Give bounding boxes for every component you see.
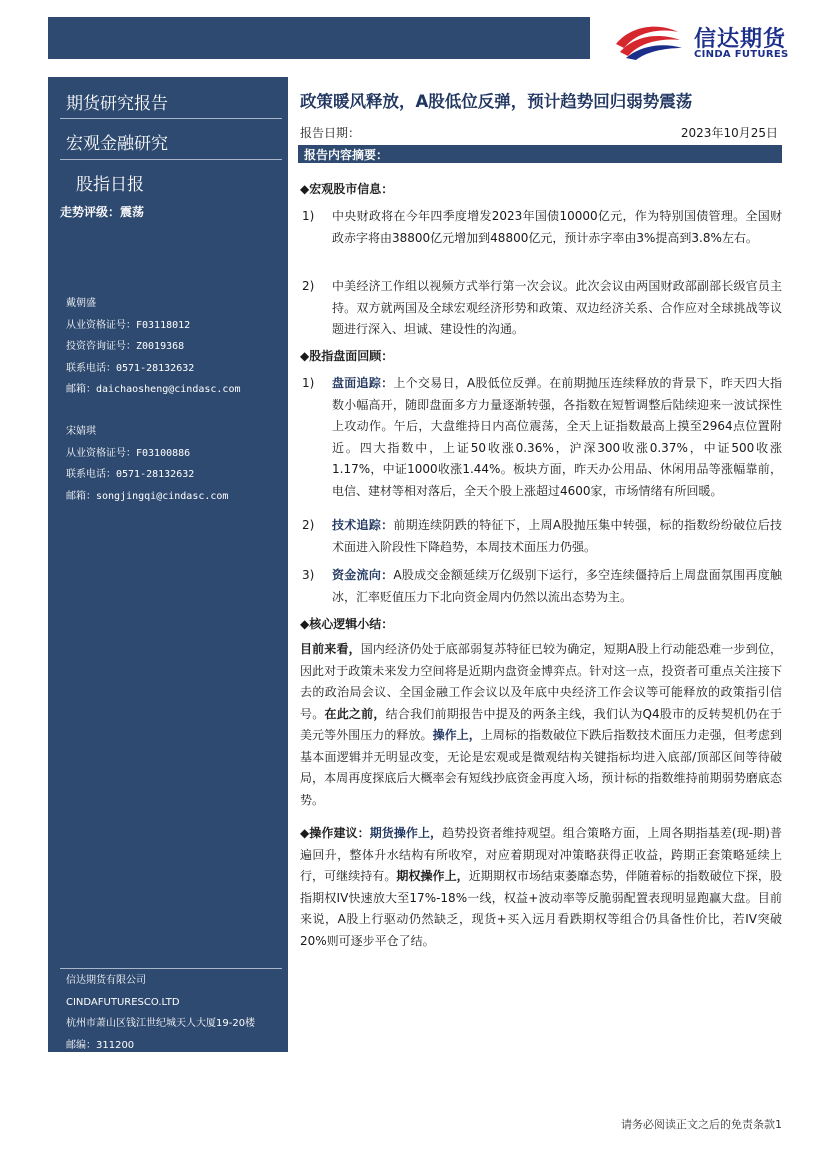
report-name: 股指日报 <box>76 175 144 195</box>
summary-label: 报告内容摘要： <box>304 148 389 162</box>
item-number: 3) <box>302 568 315 582</box>
company-footer <box>66 970 255 1056</box>
swirl-logo-icon <box>612 18 684 60</box>
item-text <box>332 565 782 608</box>
analyst-phone: 联系电话：0571-28132632 <box>66 362 195 374</box>
report-category: 宏观金融研究 <box>66 134 168 154</box>
section-heading: ◆股指盘面回顾： <box>300 349 394 363</box>
analyst-card <box>66 421 228 507</box>
section-heading: ◆操作建议： <box>300 826 370 840</box>
divider <box>60 968 282 969</box>
analyst-card <box>66 293 241 401</box>
body-span: 结合我们前期报告中提及的两条主线，我们认为Q4股市的反转契机仍在于美元等外围压力的释放。 <box>300 706 782 742</box>
body-span: 近期期权市场结束萎靡态势，伴随着标的指数破位下探，股指期权IV快速放大至17%-18%一线，权益+波动率等反脆弱配置表现明显跑赢大盘。目前来说，A股上行驱动仍然缺乏，现货+买入远月看跌期权等组合仍具备性价比，若IV突破20%则可逐步平仓了结。 <box>300 869 782 948</box>
analyst-email[interactable]: 邮箱：daichaosheng@cindasc.com <box>66 384 241 395</box>
item-body: 前期连续阴跌的特征下，上周A股抛压集中转强，标的指数纷纷破位后技术面进入阶段性下降趋势，本周技术面压力仍强。 <box>332 518 782 554</box>
cinda-logo <box>612 18 802 62</box>
disclaimer-note: 请务必阅读正文之后的免责条款1 <box>621 1118 782 1131</box>
date-label: 报告日期： <box>300 126 361 140</box>
item-text <box>332 515 782 558</box>
report-date-row <box>300 124 778 141</box>
analyst-license: 从业资格证号：F03118012 <box>66 319 191 331</box>
company-postcode: 邮编：311200 <box>66 1039 135 1051</box>
company-website[interactable]: CINDAFUTURESCO.LTD <box>66 996 180 1008</box>
advice-paragraph <box>300 823 782 952</box>
divider <box>60 118 282 119</box>
section-heading: ◆核心逻辑小结： <box>300 617 394 631</box>
lead-text: 操作上， <box>432 728 481 742</box>
company-name: 信达期货有限公司 <box>66 975 146 986</box>
item-label: 资金流向： <box>332 568 394 582</box>
analyst-email[interactable]: 邮箱：songjingqi@cindasc.com <box>66 490 229 502</box>
summary-bar <box>298 145 782 163</box>
section-heading: ◆宏观股市信息： <box>300 182 394 196</box>
body-span: 趋势投资者维持观望。组合策略方面，上周各期指基差(现-期)普遍回升，整体升水结构有所收窄，对应着期现对冲策略获得正收益，跨期正套策略延续上行，可继续持有。 <box>300 826 782 883</box>
analyst-license: 从业资格证号：F03100886 <box>66 447 191 459</box>
item-text: 中美经济工作组以视频方式举行第一次会议。此次会议由两国财政部副部长级官员主持。双方就两国及全球宏观经济形势和政策、双边经济关系、合作应对全球挑战等议题进行深入、坦诚、建设性的沟通。 <box>332 279 782 336</box>
item-body: A股成交金额延续万亿级别下运行，多空连续僵持后上周盘面氛围再度触冰，汇率贬值压力下北向资金周内仍然以流出态势为主。 <box>332 568 782 604</box>
lead-text: 在此之前， <box>324 706 386 721</box>
top-banner <box>48 17 590 59</box>
analyst-consult-license: 投资咨询证号：Z0019368 <box>66 341 185 352</box>
item-label: 盘面追踪： <box>332 376 394 390</box>
item-label: 技术追踪： <box>332 518 394 532</box>
report-type: 期货研究报告 <box>66 94 168 114</box>
company-address: 杭州市萧山区钱江世纪城天人大厦19-20楼 <box>66 1018 256 1029</box>
body-span: 国内经济仍处于底部弱复苏特征已较为确定，短期A股上行动能恐难一步到位，因此对于政策未来发力空间将是近期内盘资金博弈点。针对这一点，投资者可重点关注接下去的政治局会议、全国金融工作会议以及年底中央经济工作会议等可能释放的政策指引信号。 <box>300 642 782 721</box>
item-number: 2) <box>302 518 315 532</box>
lead-text: 期权操作上， <box>396 869 469 883</box>
item-number: 1) <box>302 209 315 223</box>
rating-label: 走势评级： <box>60 205 121 219</box>
sidebar <box>48 77 288 1052</box>
item-body: 上个交易日，A股低位反弹。在前期抛压连续释放的背景下，昨天四大指数小幅高开，随即盘面多方力量逐渐转强，各指数在短暂调整后陆续迎来一波试探性上攻动作。午后，大盘维持日内高位震荡，全天上证指数最高上摸至2964点位置附近。四大指数中，上证50收涨0.36%，沪深300收涨0.37%，中证500收涨1.17%，中证1000收涨1.44%。板块方面，昨天办公用品、休闲用品等涨幅靠前，电信、建材等相对落后，全天个股上涨超过4600家，市场情绪有所回暖。 <box>332 376 782 498</box>
brand-name-cn: 信达期货 <box>694 27 787 52</box>
lead-text: 期货操作上， <box>369 826 443 840</box>
date-value: 2023年10月25日 <box>680 126 778 140</box>
item-number: 2) <box>302 279 315 293</box>
rating-value: 震荡 <box>120 205 145 219</box>
item-number: 1) <box>302 376 315 390</box>
item-text: 中央财政将在今年四季度增发2023年国债10000亿元，作为特别国债管理。全国财政赤字将由38800亿元增加到48800亿元，预计赤字率由3%提高到3.8%左右。 <box>332 209 782 245</box>
analyst-phone: 联系电话：0571-28132632 <box>66 469 195 480</box>
report-headline: 政策暖风释放，A股低位反弹，预计趋势回归弱势震荡 <box>300 92 693 111</box>
lead-text: 目前来看， <box>300 642 361 656</box>
brand-name-en: CINDA FUTURES <box>694 49 789 60</box>
analyst-name: 戴朝盛 <box>66 298 96 309</box>
rating <box>60 203 144 220</box>
logic-paragraph <box>300 639 782 811</box>
item-text <box>332 373 782 502</box>
divider <box>60 159 282 160</box>
body-span: 上周标的指数破位下跌后指数技术面压力走强，但考虑到基本面逻辑并无明显改变，无论是宏观或是微观结构关键指标均进入底部/顶部区间等待破局，本周再度探底后大概率会有短线抄底资金再度入场，预计标的指数维持前期弱势磨底态势。 <box>300 728 782 807</box>
analyst-name: 宋婧琪 <box>66 426 96 437</box>
